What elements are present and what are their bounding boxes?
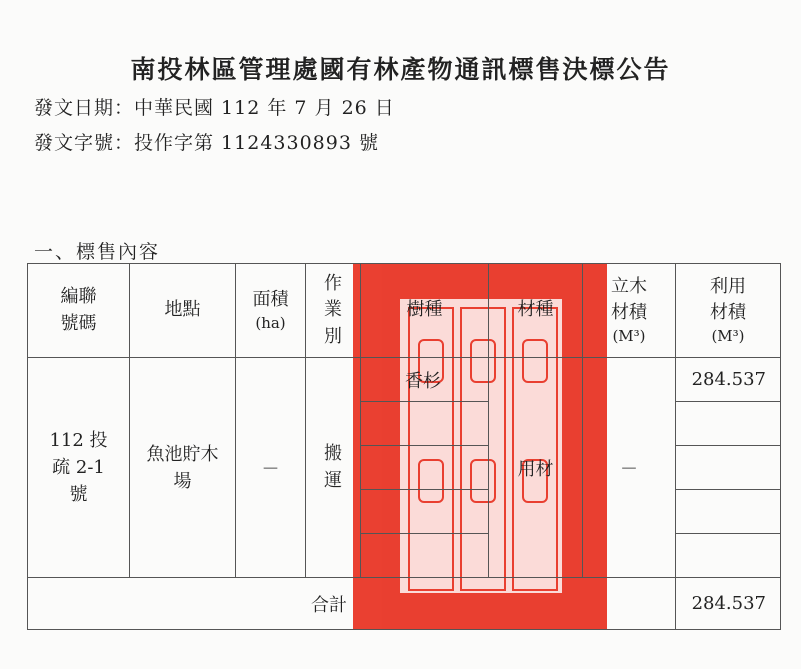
table-row: [28, 358, 781, 402]
section-heading: 一、標售內容: [34, 241, 161, 263]
area-cell: －: [236, 358, 306, 578]
empty-cell: [361, 534, 489, 578]
total-label: 合計: [28, 578, 676, 630]
header-species: 樹種: [361, 264, 489, 358]
reference-value: 投作字第 1124330893 號: [134, 132, 379, 154]
header-standing-volume: 立木材積 (M³): [583, 264, 676, 358]
empty-cell: [361, 490, 489, 534]
issue-date: [34, 93, 395, 120]
table-header-row: [28, 264, 781, 358]
reference-label: 發文字號：: [34, 132, 135, 154]
material-cell: 用材: [489, 358, 583, 578]
header-lot-number: 編聯號碼: [28, 264, 130, 358]
issue-date-value: 中華民國 112 年 7 月 26 日: [134, 97, 395, 119]
empty-cell: [676, 446, 781, 490]
empty-cell: [676, 490, 781, 534]
total-row: [28, 578, 781, 630]
usable-volume-cell: 284.537: [676, 358, 781, 402]
reference-number: [34, 128, 379, 155]
header-usable-volume: 利用材積 (M³): [676, 264, 781, 358]
empty-cell: [361, 402, 489, 446]
species-cell: 香杉: [361, 358, 489, 402]
issue-date-label: 發文日期：: [34, 97, 135, 119]
empty-cell: [361, 446, 489, 490]
header-area: 面積 (ha): [236, 264, 306, 358]
total-value: 284.537: [676, 578, 781, 630]
empty-cell: [676, 402, 781, 446]
document-title: 南投林區管理處國有林產物通訊標售決標公告: [130, 55, 671, 84]
header-material: 材種: [489, 264, 583, 358]
lot-number-cell: 112 投疏 2-1 號: [28, 358, 130, 578]
header-location: 地點: [130, 264, 236, 358]
sale-table: [27, 263, 781, 630]
header-operation: 作業別: [306, 264, 361, 358]
standing-volume-cell: －: [583, 358, 676, 578]
operation-cell: 搬運: [306, 358, 361, 578]
location-cell: 魚池貯木場: [130, 358, 236, 578]
empty-cell: [676, 534, 781, 578]
